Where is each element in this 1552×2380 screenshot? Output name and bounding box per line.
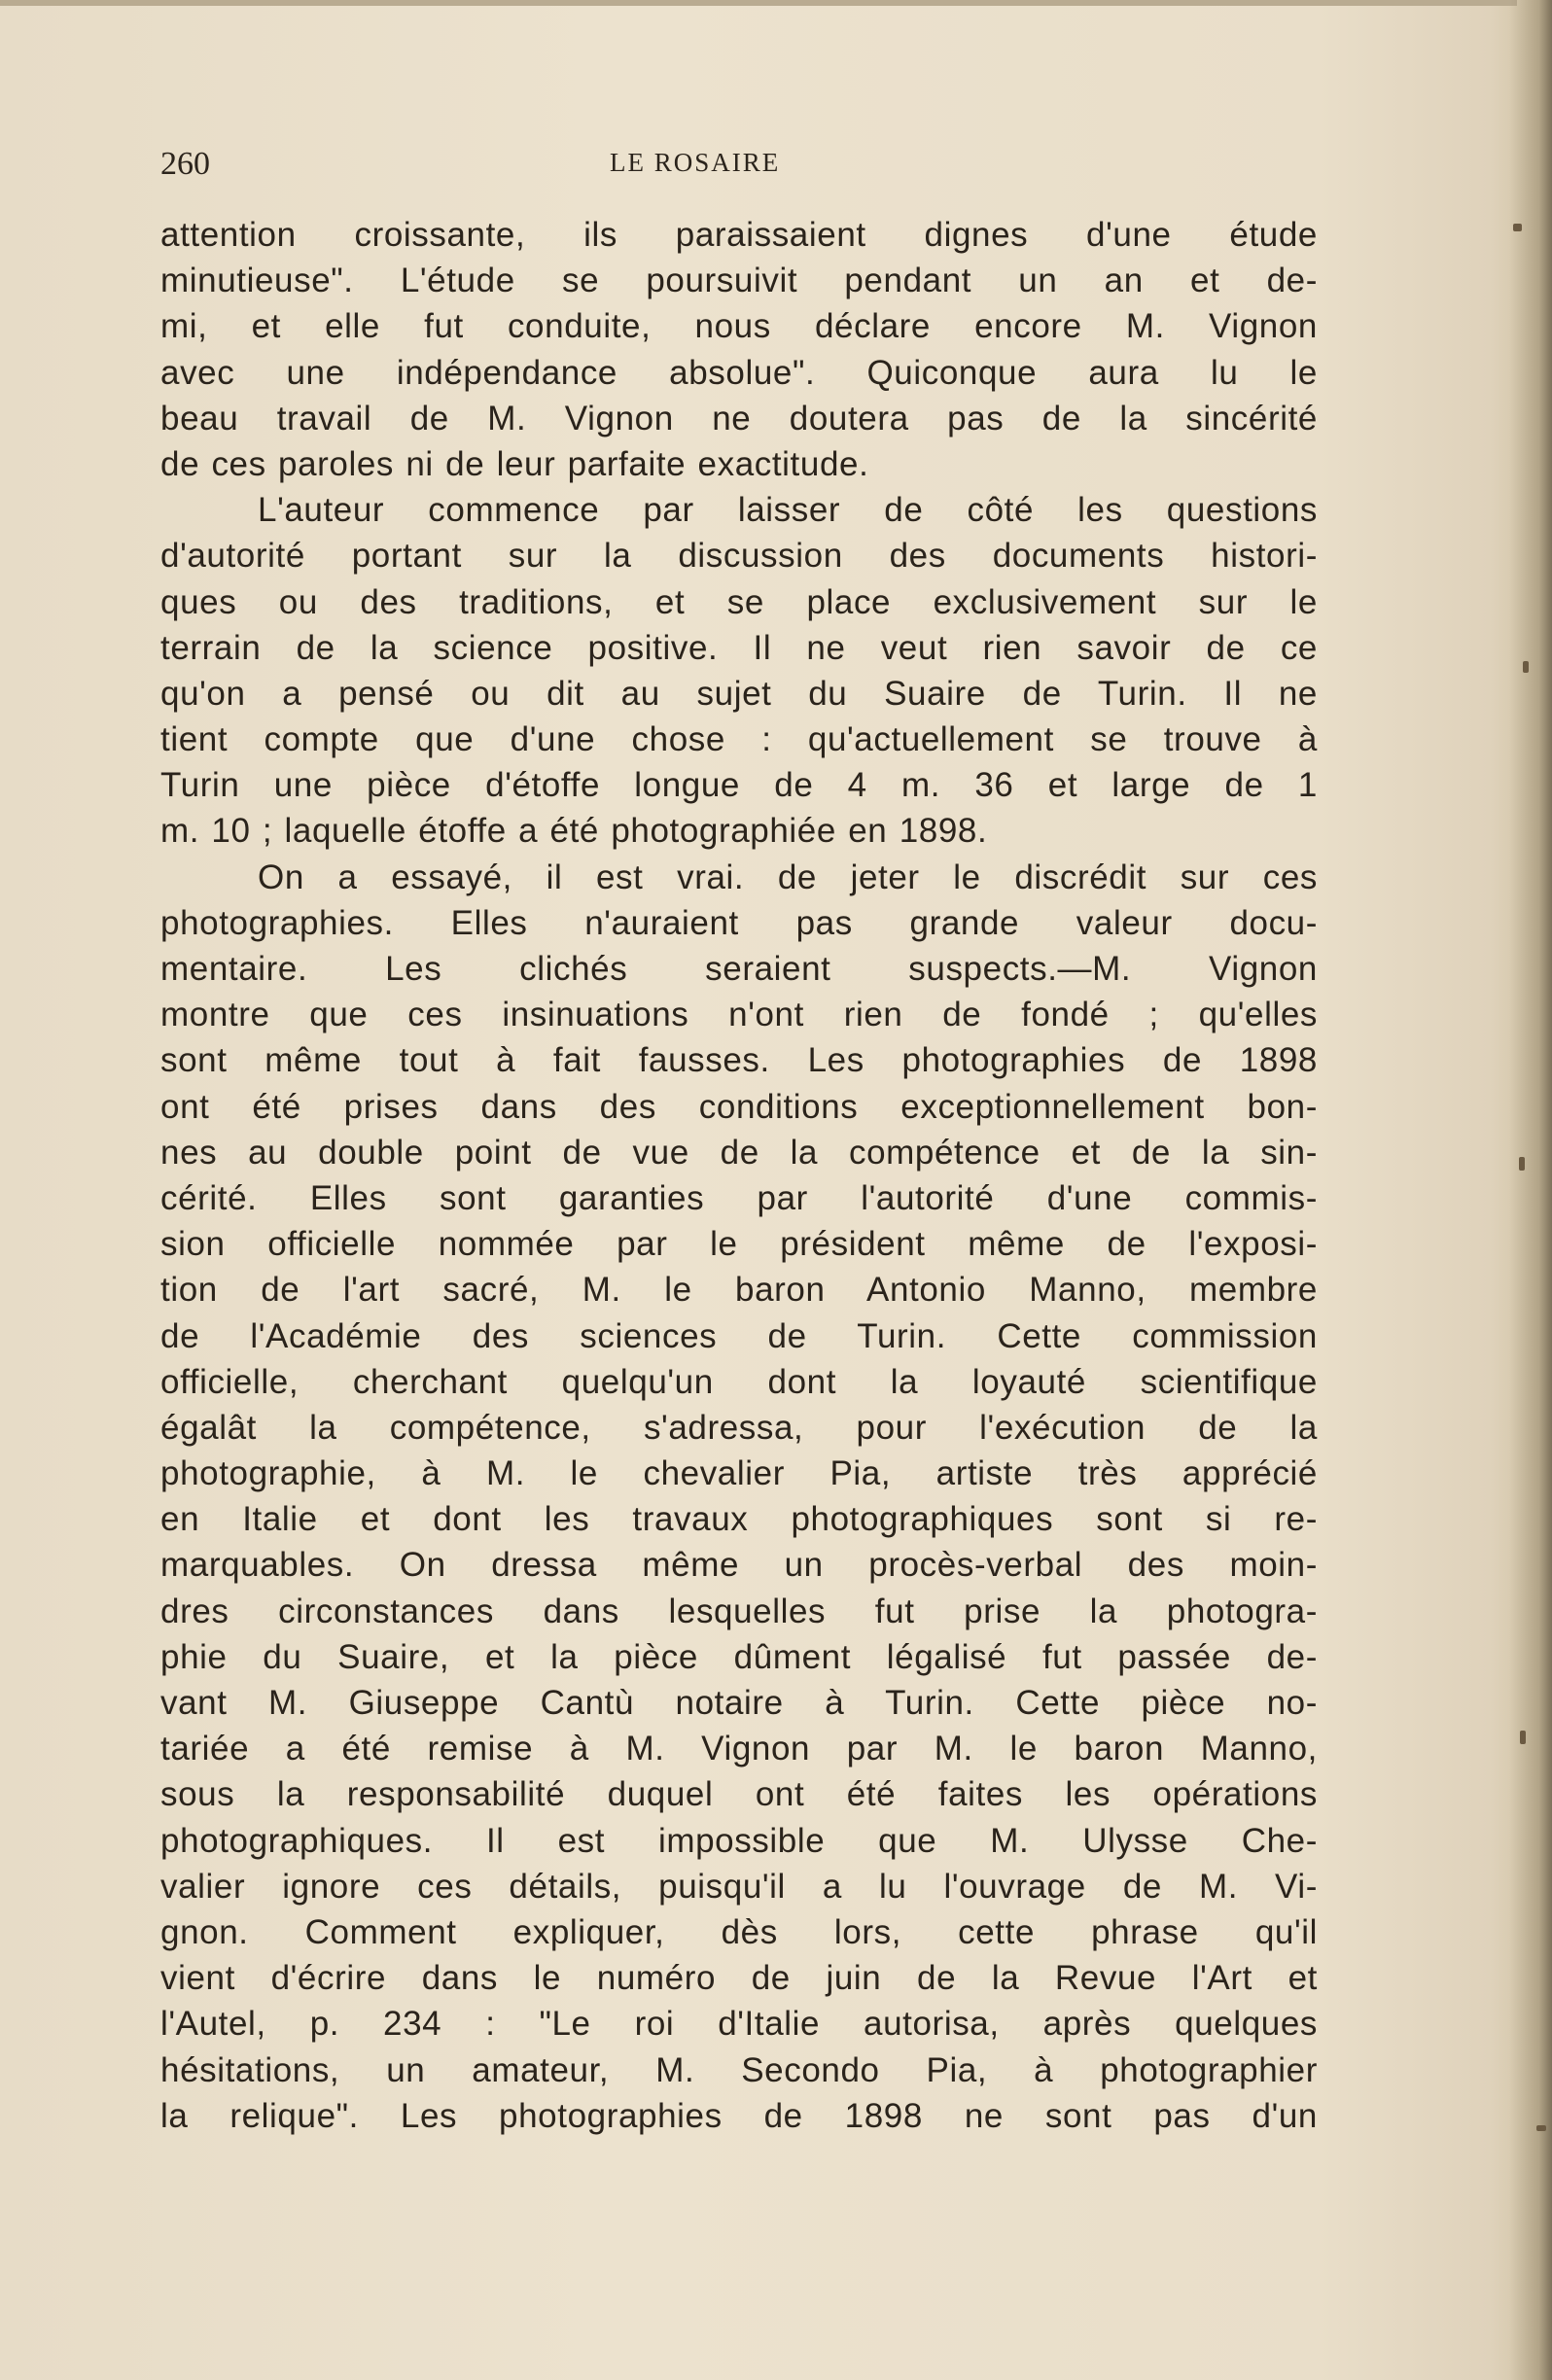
- text-line: mi, et elle fut conduite, nous déclare encore M. Vignon: [160, 307, 1318, 346]
- text-line: avec une indépendance absolue". Quiconque aura lu le: [160, 353, 1318, 392]
- text-line: de l'Académie des sciences de Turin. Cette commission: [160, 1316, 1318, 1355]
- text-line: beau travail de M. Vignon ne doutera pas de la sincérité: [160, 399, 1318, 438]
- text-line: attention croissante, ils paraissaient dignes d'une étude: [160, 216, 1318, 254]
- text-line: terrain de la science positive. Il ne veut rien savoir de ce: [160, 628, 1318, 667]
- page-header: [160, 146, 1323, 185]
- text-line: mentaire. Les clichés seraient suspects.—M. Vignon: [160, 950, 1318, 988]
- text-line: sont même tout à fait fausses. Les photographies de 1898: [160, 1041, 1318, 1080]
- text-line: hésitations, un amateur, M. Secondo Pia, à photographier: [160, 2050, 1318, 2089]
- text-line: marquables. On dressa même un procès-verbal des moin-: [160, 1546, 1318, 1585]
- text-line: sous la responsabilité duquel ont été faites les opérations: [160, 1775, 1318, 1814]
- page-top-edge: [0, 0, 1517, 6]
- text-line: ques ou des traditions, et se place exclusivement sur le: [160, 582, 1318, 621]
- text-line: photographiques. Il est impossible que M. Ulysse Che-: [160, 1821, 1318, 1860]
- text-line: tariée a été remise à M. Vignon par M. le baron Manno,: [160, 1730, 1318, 1768]
- text-line: égalât la compétence, s'adressa, pour l'exécution de la: [160, 1408, 1318, 1447]
- text-line: qu'on a pensé ou dit au sujet du Suaire de Turin. Il ne: [160, 674, 1318, 713]
- running-head: LE ROSAIRE: [610, 148, 781, 177]
- text-line: tient compte que d'une chose : qu'actuellement se trouve à: [160, 720, 1318, 759]
- text-line: valier ignore ces détails, puisqu'il a lu l'ouvrage de M. Vi-: [160, 1867, 1318, 1906]
- paragraph-2: [160, 487, 1318, 855]
- text-line: m. 10 ; laquelle étoffe a été photographiée en 1898.: [160, 812, 988, 851]
- body-text: [160, 212, 1318, 2139]
- text-line: On a essayé, il est vrai. de jeter le discrédit sur ces: [258, 858, 1318, 896]
- text-line: montre que ces insinuations n'ont rien de fondé ; qu'elles: [160, 996, 1318, 1034]
- text-line: phie du Suaire, et la pièce dûment légalisé fut passée de-: [160, 1637, 1318, 1676]
- text-line: la relique". Les photographies de 1898 ne sont pas d'un: [160, 2096, 1318, 2135]
- text-line: dres circonstances dans lesquelles fut prise la photogra-: [160, 1592, 1318, 1630]
- binding-shadow: [1509, 0, 1552, 2380]
- text-line: d'autorité portant sur la discussion des documents histori-: [160, 537, 1318, 576]
- text-line: minutieuse". L'étude se poursuivit pendant un an et de-: [160, 262, 1318, 300]
- margin-mark: [1520, 1731, 1526, 1744]
- text-line: photographie, à M. le chevalier Pia, artiste très apprécié: [160, 1454, 1318, 1493]
- text-line: vant M. Giuseppe Cantù notaire à Turin. Cette pièce no-: [160, 1684, 1318, 1722]
- margin-mark: [1536, 2125, 1546, 2131]
- text-line: ont été prises dans des conditions exceptionnellement bon-: [160, 1087, 1318, 1126]
- text-line: photographies. Elles n'auraient pas grande valeur docu-: [160, 903, 1318, 942]
- text-line: gnon. Comment expliquer, dès lors, cette phrase qu'il: [160, 1912, 1318, 1951]
- text-line: Turin une pièce d'étoffe longue de 4 m. 36 et large de 1: [160, 766, 1318, 805]
- text-line: nes au double point de vue de la compétence et de la sin-: [160, 1133, 1318, 1172]
- paragraph-3: [160, 855, 1318, 2139]
- margin-mark: [1513, 224, 1522, 231]
- page-number: 260: [160, 146, 210, 182]
- text-line: vient d'écrire dans le numéro de juin de la Revue l'Art et: [160, 1959, 1318, 1998]
- text-line: sion officielle nommée par le président même de l'exposi-: [160, 1225, 1318, 1264]
- text-line: l'Autel, p. 234 : "Le roi d'Italie autorisa, après quelques: [160, 2005, 1318, 2044]
- text-line: L'auteur commence par laisser de côté les questions: [258, 491, 1318, 530]
- paragraph-1: [160, 212, 1318, 487]
- text-line: tion de l'art sacré, M. le baron Antonio Manno, membre: [160, 1271, 1318, 1310]
- margin-mark: [1523, 661, 1529, 673]
- text-line: de ces paroles ni de leur parfaite exactitude.: [160, 444, 869, 483]
- text-line: cérité. Elles sont garanties par l'autorité d'une commis-: [160, 1178, 1318, 1217]
- text-line: en Italie et dont les travaux photographiques sont si re-: [160, 1500, 1318, 1539]
- text-line: officielle, cherchant quelqu'un dont la loyauté scientifique: [160, 1362, 1318, 1401]
- margin-mark: [1519, 1157, 1525, 1171]
